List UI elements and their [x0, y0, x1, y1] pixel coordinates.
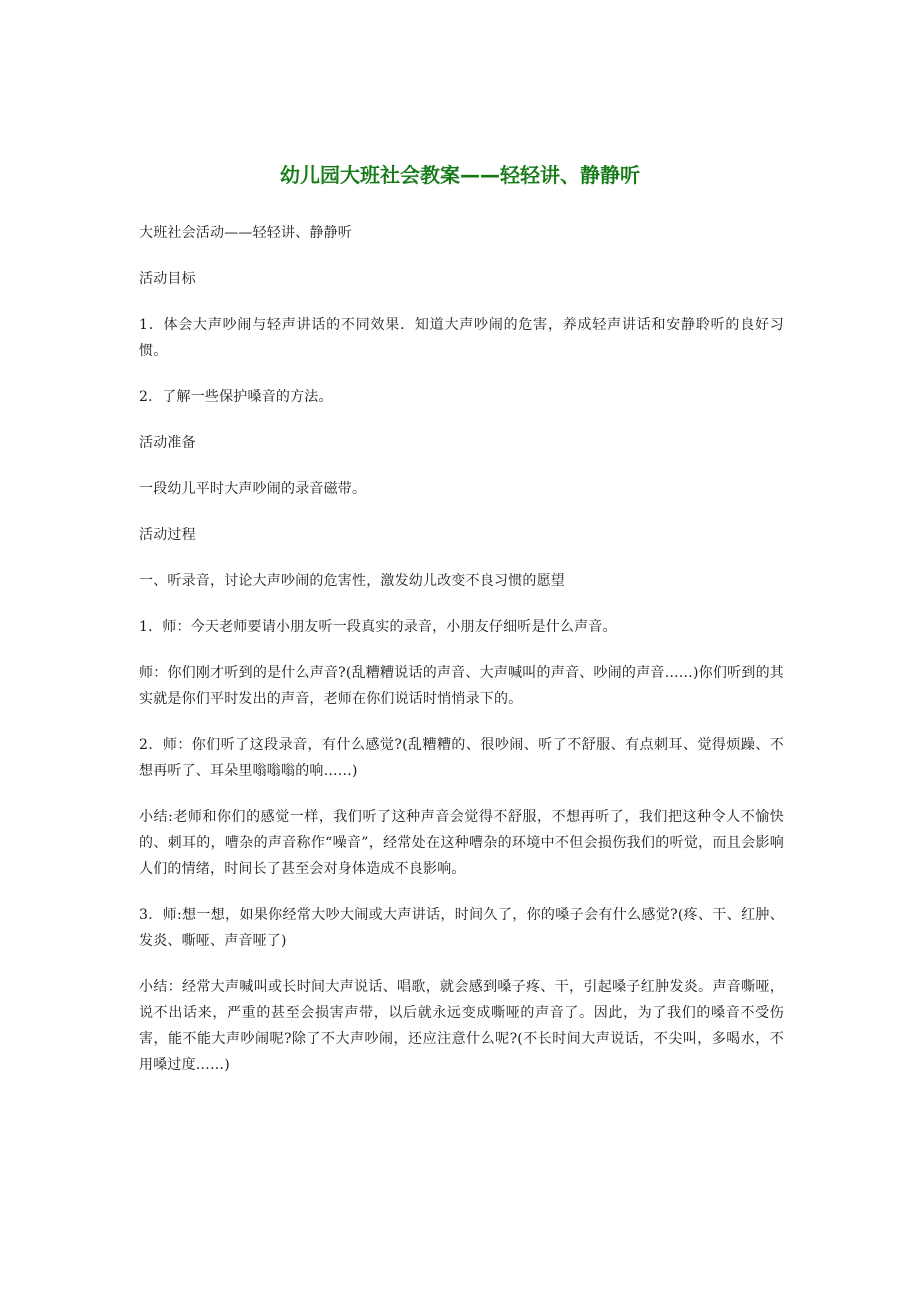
section-heading-preparation: 活动准备: [139, 435, 196, 451]
preparation-item: 一段幼儿平时大声吵闹的录音磁带。: [139, 481, 367, 497]
goal-item-1: 1．体会大声吵闹与轻声讲话的不同效果．知道大声吵闹的危害，养成轻声讲话和安静聆听的良好习惯。: [139, 317, 784, 359]
subtitle-paragraph: 大班社会活动——轻轻讲、静静听: [139, 225, 352, 241]
process-paragraph: 2．师：你们听了这段录音，有什么感觉?(乱糟糟的、很吵闹、听了不舒服、有点刺耳、觉得烦躁、不想再听了、耳朵里嗡嗡嗡的响……): [139, 737, 784, 779]
summary-paragraph: 小结:老师和你们的感觉一样，我们听了这种声音会觉得不舒服，不想再听了，我们把这种令人不愉快的、刺耳的，嘈杂的声音称作“噪音”，经常处在这种嘈杂的环境中不但会损伤我们的听觉，而且会影响人们的情绪，时间长了甚至会对身体造成不良影响。: [139, 809, 784, 877]
section-heading-goals: 活动目标: [139, 271, 196, 287]
document-body: [139, 220, 784, 1098]
process-paragraph: 3．师:想一想，如果你经常大吵大闹或大声讲话，时间久了，你的嗓子会有什么感觉?(疼、干、红肿、发炎、嘶哑、声音哑了): [139, 907, 784, 949]
process-paragraph: 1．师：今天老师要请小朋友听一段真实的录音，小朋友仔细听是什么声音。: [139, 619, 617, 635]
process-paragraph: 师：你们刚才听到的是什么声音?(乱糟糟说话的声音、大声喊叫的声音、吵闹的声音……)你们听到的其实就是你们平时发出的声音，老师在你们说话时悄悄录下的。: [139, 665, 784, 707]
process-step-heading: 一、听录音，讨论大声吵闹的危害性，激发幼儿改变不良习惯的愿望: [139, 573, 565, 589]
document-title: 幼儿园大班社会教案——轻轻讲、静静听: [280, 163, 640, 187]
section-heading-process: 活动过程: [139, 527, 196, 543]
goal-item-2: 2．了解一些保护嗓音的方法。: [139, 389, 333, 405]
summary-paragraph: 小结：经常大声喊叫或长时间大声说话、唱歌，就会感到嗓子疼、干，引起嗓子红肿发炎。声音嘶哑，说不出话来，严重的甚至会损害声带，以后就永远变成嘶哑的声音了。因此，为了我们的嗓音不受伤害，能不能大声吵闹呢?除了不大声吵闹，还应注意什么呢?(不长时间大声说话，不尖叫，多喝水，不用嗓过度……): [139, 979, 784, 1073]
